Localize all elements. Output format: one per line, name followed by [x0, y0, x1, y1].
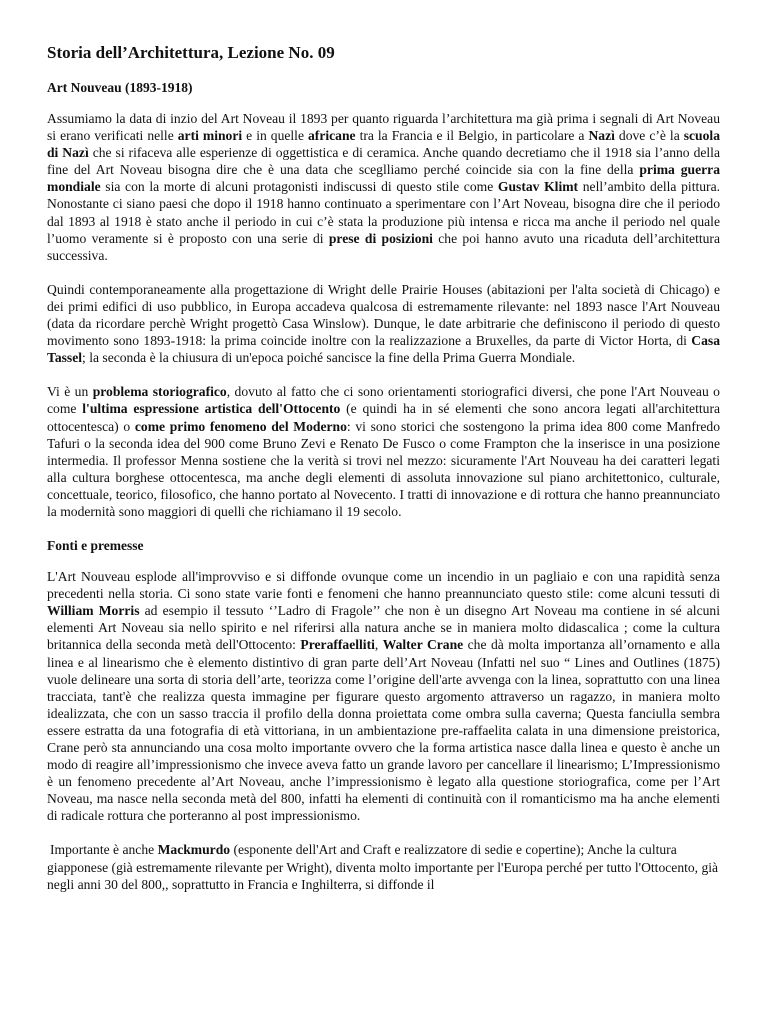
paragraph — [47, 110, 720, 264]
bold-text-run: Gustav Klimt — [497, 179, 579, 195]
text-run: , dovuto al fatto che ci sono orientamenti storiografici diversi, che pone l'Art Nouveau o come — [47, 384, 720, 417]
paragraph — [47, 841, 720, 892]
paragraph — [47, 383, 720, 520]
text-run: sia con la morte di alcuni protagonisti indiscussi di questo stile come — [100, 179, 498, 195]
bold-text-run: Walter Crane — [382, 637, 464, 653]
text-run: ; la seconda è la chiusura di un'epoca poiché sancisce la fine della Prima Guerra Mondiale. — [82, 350, 576, 366]
text-run: Vi è un — [47, 384, 93, 400]
bold-text-run: l'ultima espressione artistica dell'Ottocento — [82, 401, 341, 417]
bold-text-run: africane — [308, 128, 356, 144]
text-run: (e quindi ha in sé elementi che sono ancora legati all'architettura ottocentesca) o — [47, 401, 721, 434]
text-run: , — [374, 637, 383, 653]
document-title: Storia dell’Architettura, Lezione No. 09 — [47, 43, 335, 62]
bold-text-run: problema storiografico — [92, 384, 227, 400]
text-run: : vi sono storici che sostengono la prima idea 800 come Manfredo Tafuri o la seconda idea del 900 come Bruno Zevi e Renato De Fusco o come Frampton che la inserisce in una posizione intermedia. Il professor Menna sostiene che la verità si trovi nel mezzo: sicuramente l'Art Nouveau ha dei caratteri legati alla cultura borghese ottocentesca, ma anche degli elementi di assoluta innovazione sul piano architettonico, culturale, concettuale, teorico, filosofico, che hanno portato al Novecento. I tratti di innovazione e di rottura che hanno preannunciato la modernità sono maggiori di quelli che richiamano il 19 secolo. — [47, 418, 720, 519]
section-heading: Fonti e premesse — [47, 538, 144, 554]
text-run: Quindi contemporaneamente alla progettazione di Wright delle Prairie Houses (abitazioni per l'alta società di Chicago) e dei primi edifici di uso pubblico, in Europa accadeva qualcosa di estremamente rilevante: nel 1893 nasce l'Art Nouveau (data da ricordare perchè Wright progettò Casa Winslow). Dunque, le date arbitrarie che definiscono il periodo di questo movimento sono 1893-1918: la prima coincide inoltre con la realizzazione a Bruxelles, da parte di Victor Horta, di — [47, 281, 720, 349]
text-run: L'Art Nouveau esplode all'improvviso e si diffonde ovunque come un incendio in un pagliaio e con una rapidità senza precedenti nella storia. Ci sono state varie fonti e fenomeni che hanno preannunciato questo stile: come alcuni tessuti di — [47, 569, 720, 602]
text-run: che si rifaceva alle esperienze di oggettistica e di ceramica. Anche quando decretiamo che il 1918 sia l’anno della fine del Art Noveau bisogna dire che è una data che sceglliamo perché coincide sia con la fine della — [47, 145, 720, 178]
document-subtitle: Art Nouveau (1893-1918) — [47, 80, 193, 95]
bold-text-run: come primo fenomeno del Moderno — [134, 418, 347, 434]
text-run: che dà molta importanza all’ornamento e alla linea e al linearismo che è elemento distintivo di gran parte dell’Art Noveau (Infatti nel suo “ Lines and Outlines (1875) vuole delineare una sorta di storia dell’arte, teorizza come l’origine dell'arte avvenga con la linea, soprattutto con una linea tracciata, tant'è che realizza questa immagine per figurare questo argomento attraverso un ragazzo, in maniera molto idealizzata, che con un sasso traccia il profilo della donna proiettata come ombra sulla caverna; Questa fanciulla sembra essere estratta da una fotografia di età vittoriana, in un ambientazione pre-raffaelita calata in una dimensione preistorica, Crane però sta annunciando una cosa molto importante ovvero che la forma artistica nasce dalla linea e questo è anche un modo di reagire all’impressionismo che invece aveva fatto un grande lavoro per cancellare il linearismo; L’Impressionismo è un fenomeno precedente al’Art Noveau, anche l’impressionismo è legato alla questione storiografica, come per l’Art Noveau, ma nasce nella seconda metà del 800, infatti ha elementi di continuità con il romanticismo ma ha anche elementi di radicale rottura che porteranno al post impressionismo. — [47, 637, 720, 824]
text-run: nell’ambito della pittura. Nonostante ci siano paesi che dopo il 1918 hanno continuato a sperimentare con l’Art Noveau, bisogna dire che il periodo dal 1893 al 1918 è stato anche il periodo in cui c’è stata la produzione più intensa e ricca ma anche il periodo nel quale l’uomo veramente si è proposto con una serie di — [47, 179, 721, 246]
text-run: dove c’è la — [614, 128, 684, 144]
bold-text-run: Nazì — [588, 128, 615, 144]
text-run: Assumiamo la data di inzio del Art Noveau il 1893 per quanto riguarda l’architettura ma già prima i segnali di Art Noveau si erano verificati nelle — [47, 111, 720, 144]
paragraph — [47, 568, 720, 824]
text-run: (esponente dell'Art and Craft e realizzatore di sedie e copertine); Anche la cultura giapponese (già estremamente rilevante per Wright), diventa molto importante per l'Europa perché per tutto l'Ottocento, già negli anni 30 del 800,, soprattutto in Francia e Inghilterra, si diffonde il — [47, 842, 719, 892]
text-run: Importante è anche — [50, 842, 158, 858]
text-run: tra la Francia e il Belgio, in particolare a — [355, 128, 589, 144]
text-run: e in quelle — [242, 128, 308, 144]
bold-text-run: prima guerra mondiale — [47, 162, 720, 195]
bold-text-run: scuola di Nazì — [47, 128, 720, 161]
bold-text-run: prese di posizioni — [328, 230, 433, 246]
bold-text-run: Casa Tassel — [47, 333, 720, 366]
bold-text-run: William Morris — [47, 603, 140, 619]
bold-text-run: Preraffaelliti — [300, 637, 375, 653]
bold-text-run: arti minori — [177, 128, 243, 144]
bold-text-run: Mackmurdo — [157, 842, 231, 858]
text-run: ad esempio il tessuto ‘’Ladro di Fragole’’ che non è un disegno Art Noveau ma contiene in sé alcuni elementi Art Noveau sia nello spirito e nel riferirsi alla natura anche se in maniera molto didascalica ; come la cultura britannica della seconda metà dell'Ottocento: — [47, 603, 720, 653]
text-run: che poi hanno avuto una ricaduta dell’architettura successiva. — [47, 230, 720, 263]
paragraph — [47, 281, 720, 366]
